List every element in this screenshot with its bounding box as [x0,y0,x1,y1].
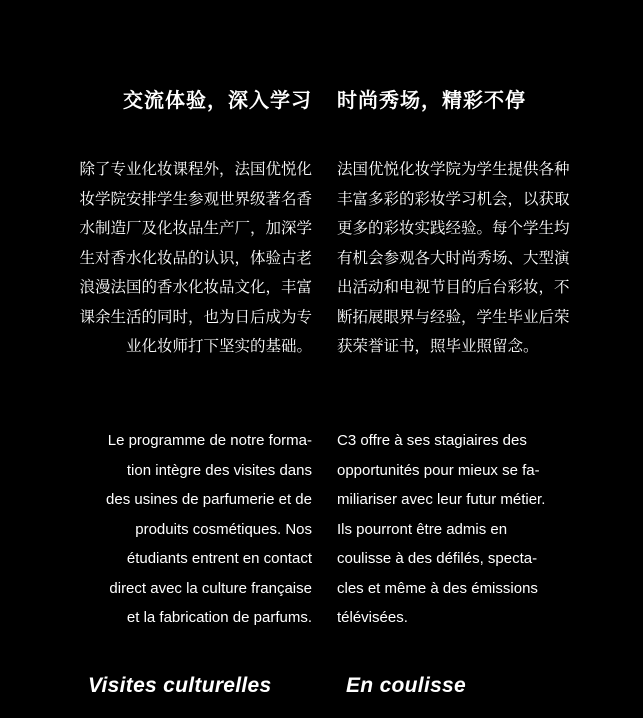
left-french-line: tion intègre des visites dans [126,461,312,479]
right-french-line: Ils pourront être admis en [337,520,508,538]
right-french-line: C3 offre à ses stagiaires des [337,432,527,449]
left-heading: 交流体验，深入学习 [123,88,312,112]
right-footer-caption: En coulisse [346,674,467,697]
left-chinese-paragraph: 除了专业化妆课程外，法国优悦化妆学院安排学生参观世界级著名香水制造厂及化妆品生产厂，加深学生对香水化妆品的认识，体验古老浪漫法国的香水化妆品文化，丰富课余生活的同时，也为日后成为专业化妆师打下坚实的基础。 [79,160,312,355]
right-french-line: opportunités pour mieux se fa- [337,461,540,479]
left-french-line: Le programme de notre forma- [107,432,312,449]
right-french-line: télévisées. [337,609,408,626]
right-chinese-paragraph: 法国优悦化妆学院为学生提供各种丰富多彩的彩妆学习机会，以获取更多的彩妆实践经验。每个学生均有机会参观各大时尚秀场、大型演出活动和电视节目的后台彩妆，不断拓展眼界与经验，学生毕业后荣获荣誉证书，照毕业照留念。 [337,160,570,355]
left-french-line: direct avec la culture française [109,579,312,597]
left-footer-caption: Visites culturelles [88,674,272,697]
left-french-line: et la fabrication de parfums. [126,609,312,626]
right-french-line: cles et même à des émissions [337,579,538,597]
right-french-paragraph [337,426,577,633]
left-french-line: des usines de parfumerie et de [106,491,312,508]
right-french-line: miliariser avec leur futur métier. [337,491,546,508]
right-heading: 时尚秀场，精彩不停 [337,88,526,112]
right-french-line: coulisse à des défilés, specta- [337,550,538,567]
left-french-line: étudiants entrent en contact [126,550,312,567]
left-french-line: produits cosmétiques. Nos [135,520,312,538]
left-french-paragraph [72,426,312,633]
